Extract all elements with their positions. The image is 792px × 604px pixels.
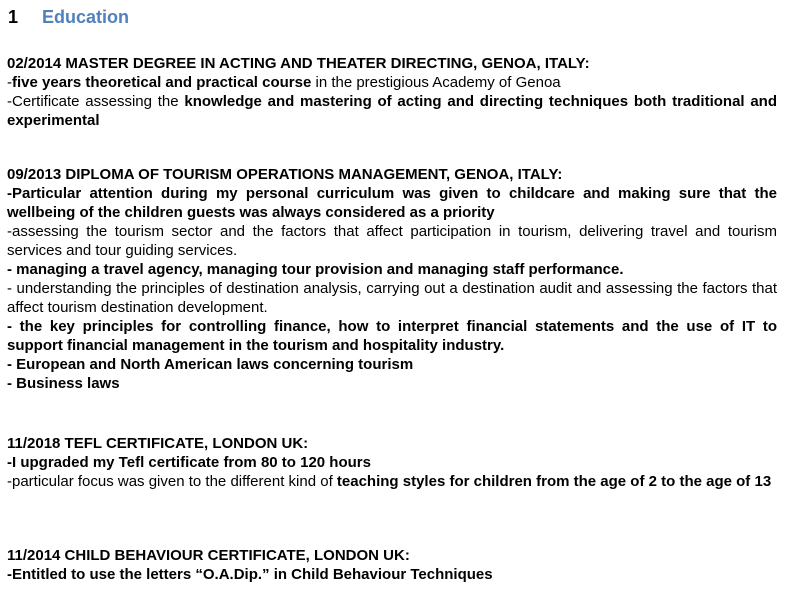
section-heading — [8, 7, 129, 33]
section-number: 1 — [8, 7, 19, 27]
education-entry-child-behaviour — [7, 546, 777, 584]
entry-title: 11/2014 CHILD BEHAVIOUR CERTIFICATE, LONDON UK: — [7, 547, 410, 564]
entry-title: 11/2018 TEFL CERTIFICATE, LONDON UK: — [7, 435, 309, 452]
entry-line: - understanding the principles of destination analysis, carrying out a destination audit and assessing the factors that affect tourism destination development. — [7, 280, 777, 316]
entry-line: - European and North American laws concerning tourism — [7, 356, 414, 373]
entry-line: -five years theoretical and practical course in the prestigious Academy of Genoa — [7, 74, 561, 91]
entry-line: -I upgraded my Tefl certificate from 80 to 120 hours — [7, 454, 371, 471]
education-entry-tourism-diploma — [7, 165, 777, 393]
entry-line: -Entitled to use the letters “O.A.Dip.” in Child Behaviour Techniques — [7, 566, 493, 583]
education-entry-tefl — [7, 434, 777, 491]
entry-title: 02/2014 MASTER DEGREE IN ACTING AND THEATER DIRECTING, GENOA, ITALY: — [7, 55, 590, 72]
entry-line: - the key principles for controlling finance, how to interpret financial statements and the use of IT to support financial management in the tourism and hospitality industry. — [7, 318, 777, 354]
entry-title: 09/2013 DIPLOMA OF TOURISM OPERATIONS MANAGEMENT, GENOA, ITALY: — [7, 166, 563, 183]
entry-line: - Business laws — [7, 375, 120, 392]
entry-line: -Particular attention during my personal curriculum was given to childcare and making sure that the wellbeing of the children guests was always considered as a priority — [7, 185, 777, 221]
entry-line: -particular focus was given to the different kind of teaching styles for children from the age of 2 to the age of 13 — [7, 473, 772, 490]
entry-line: -assessing the tourism sector and the factors that affect participation in tourism, delivering travel and tourism services and tour guiding services. — [7, 223, 777, 259]
education-entry-master-degree — [7, 54, 777, 130]
entry-line: - managing a travel agency, managing tour provision and managing staff performance. — [7, 261, 624, 278]
section-title: Education — [42, 7, 130, 27]
entry-line: -Certificate assessing the knowledge and mastering of acting and directing techniques both traditional and experimental — [7, 93, 778, 129]
